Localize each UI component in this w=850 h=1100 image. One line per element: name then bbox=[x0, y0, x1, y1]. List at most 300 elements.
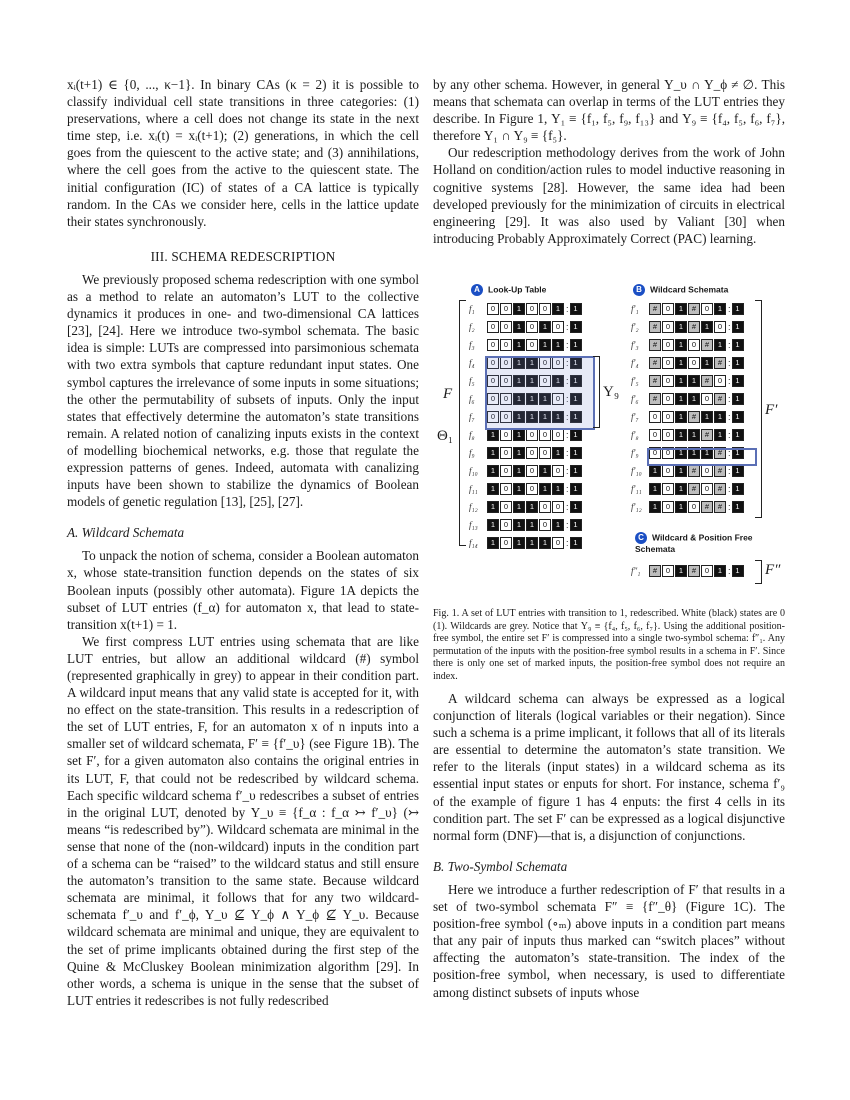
input-cell: 0 bbox=[662, 411, 674, 423]
input-cell: 1 bbox=[552, 411, 564, 423]
output-cell: 1 bbox=[732, 339, 744, 351]
input-cell: 1 bbox=[539, 537, 551, 549]
figure-caption: Fig. 1. A set of LUT entries with transition to 1, redescribed. White (black) states are 0 (1). Wildcards are grey. Notice that Υ₉ ≡ {f₄, f₅, f₆, f₇}. Using the additional position-free symbol, the entire set F′ is compressed into a single two-symbol schema: f″₁. Any permutation of the inputs with the position-free symbol results in a schema in F′. Since there is only one set of marked inputs, the position-free symbol does not require an index. bbox=[433, 608, 785, 682]
schema-row bbox=[631, 564, 744, 578]
input-cell: 1 bbox=[487, 429, 499, 441]
schema-row bbox=[631, 482, 744, 496]
separator: : bbox=[728, 448, 731, 458]
row-label: f′₆ bbox=[631, 394, 639, 404]
schema-row bbox=[631, 320, 744, 334]
input-cell: # bbox=[688, 465, 700, 477]
input-cell: # bbox=[714, 465, 726, 477]
separator: : bbox=[566, 448, 569, 458]
input-cell: 1 bbox=[539, 411, 551, 423]
input-cell: 0 bbox=[662, 501, 674, 513]
input-cell: 0 bbox=[649, 411, 661, 423]
output-cell: 1 bbox=[732, 321, 744, 333]
subsection-title: A. Wildcard Schemata bbox=[67, 525, 185, 541]
input-cell: 0 bbox=[662, 357, 674, 369]
input-cell: 0 bbox=[539, 375, 551, 387]
input-cell: 1 bbox=[513, 375, 525, 387]
input-cell: # bbox=[688, 565, 700, 577]
input-cell: 0 bbox=[526, 483, 538, 495]
fprime-bracket bbox=[755, 300, 762, 518]
input-cell: 1 bbox=[487, 501, 499, 513]
input-cell: # bbox=[714, 447, 726, 459]
input-cell: 1 bbox=[675, 303, 687, 315]
input-cell: 1 bbox=[487, 465, 499, 477]
schema-row bbox=[631, 302, 744, 316]
input-cell: 1 bbox=[675, 501, 687, 513]
schema-row bbox=[469, 338, 582, 352]
separator: : bbox=[728, 340, 731, 350]
f-label: F bbox=[443, 386, 453, 402]
schema-row bbox=[469, 320, 582, 334]
row-label: f₉ bbox=[469, 448, 475, 458]
input-cell: # bbox=[701, 429, 713, 441]
input-cell: 0 bbox=[688, 501, 700, 513]
separator: : bbox=[728, 358, 731, 368]
input-cell: 0 bbox=[500, 393, 512, 405]
input-cell: 0 bbox=[500, 321, 512, 333]
theta-label: Θ₁ bbox=[437, 428, 454, 444]
panel-a-header bbox=[471, 284, 546, 296]
output-cell: 1 bbox=[570, 303, 582, 315]
separator: : bbox=[728, 376, 731, 386]
input-cell: 1 bbox=[526, 411, 538, 423]
panel-a-badge: A bbox=[471, 284, 483, 296]
input-cell: 0 bbox=[487, 303, 499, 315]
row-label: f″₁ bbox=[631, 566, 641, 576]
upsilon-9-bracket bbox=[593, 356, 600, 428]
input-cell: 0 bbox=[500, 501, 512, 513]
input-cell: 0 bbox=[662, 375, 674, 387]
input-cell: 1 bbox=[513, 501, 525, 513]
input-cell: 1 bbox=[513, 303, 525, 315]
upsilon-9-highlight bbox=[485, 356, 595, 430]
input-cell: 1 bbox=[539, 483, 551, 495]
fprime-label: F′ bbox=[765, 402, 778, 418]
input-cell: 1 bbox=[526, 393, 538, 405]
f-bracket bbox=[459, 300, 466, 546]
upsilon-9-label: Υ₉ bbox=[603, 384, 620, 400]
input-cell: 1 bbox=[688, 393, 700, 405]
input-cell: 1 bbox=[675, 321, 687, 333]
input-cell: # bbox=[701, 501, 713, 513]
separator: : bbox=[728, 502, 731, 512]
output-cell: 1 bbox=[732, 429, 744, 441]
output-cell: 1 bbox=[732, 303, 744, 315]
separator: : bbox=[566, 340, 569, 350]
input-cell: 1 bbox=[675, 565, 687, 577]
input-cell: 1 bbox=[701, 357, 713, 369]
subsection-title: B. Two-Symbol Schemata bbox=[433, 858, 568, 874]
paragraph: Our redescription methodology derives from the work of John Holland on condition/action rules to model inductive reasoning in cognitive systems [28]. However, the same idea had been developed previously for the minimization of circuits in electrical engineering [29]. It was also used by Valiant [30] when introducing Probably Approximately Correct (PAC) learning. bbox=[433, 145, 785, 246]
row-label: f₇ bbox=[469, 412, 475, 422]
input-cell: 0 bbox=[500, 447, 512, 459]
input-cell: 0 bbox=[649, 447, 661, 459]
schema-row bbox=[631, 428, 744, 442]
separator: : bbox=[728, 394, 731, 404]
input-cell: # bbox=[649, 393, 661, 405]
input-cell: 0 bbox=[701, 565, 713, 577]
output-cell: 1 bbox=[570, 447, 582, 459]
input-cell: 1 bbox=[513, 339, 525, 351]
output-cell: 1 bbox=[570, 393, 582, 405]
input-cell: # bbox=[701, 375, 713, 387]
separator: : bbox=[566, 538, 569, 548]
input-cell: # bbox=[688, 303, 700, 315]
row-label: f′₉ bbox=[631, 448, 639, 458]
separator: : bbox=[566, 430, 569, 440]
input-cell: 1 bbox=[487, 447, 499, 459]
output-cell: 1 bbox=[570, 501, 582, 513]
input-cell: 0 bbox=[701, 393, 713, 405]
input-cell: 1 bbox=[675, 339, 687, 351]
output-cell: 1 bbox=[732, 501, 744, 513]
fdouble-bracket bbox=[755, 560, 762, 584]
fdouble-label: F″ bbox=[765, 562, 781, 578]
input-cell: # bbox=[714, 357, 726, 369]
schema-row bbox=[469, 500, 582, 514]
separator: : bbox=[728, 322, 731, 332]
output-cell: 1 bbox=[570, 519, 582, 531]
input-cell: 0 bbox=[526, 429, 538, 441]
input-cell: 1 bbox=[526, 537, 538, 549]
input-cell: 1 bbox=[513, 393, 525, 405]
input-cell: # bbox=[649, 321, 661, 333]
separator: : bbox=[566, 520, 569, 530]
input-cell: 0 bbox=[662, 303, 674, 315]
output-cell: 1 bbox=[570, 429, 582, 441]
input-cell: 1 bbox=[513, 465, 525, 477]
schema-row bbox=[631, 500, 744, 514]
input-cell: # bbox=[649, 565, 661, 577]
output-cell: 1 bbox=[570, 483, 582, 495]
input-cell: 1 bbox=[714, 339, 726, 351]
input-cell: 1 bbox=[675, 465, 687, 477]
input-cell: 1 bbox=[701, 447, 713, 459]
input-cell: 1 bbox=[675, 375, 687, 387]
input-cell: 1 bbox=[487, 483, 499, 495]
output-cell: 1 bbox=[732, 375, 744, 387]
output-cell: 1 bbox=[570, 339, 582, 351]
panel-c-badge: C bbox=[635, 532, 647, 544]
input-cell: 0 bbox=[649, 429, 661, 441]
input-cell: 1 bbox=[552, 447, 564, 459]
row-label: f₁₀ bbox=[469, 466, 478, 476]
input-cell: # bbox=[714, 501, 726, 513]
input-cell: 0 bbox=[487, 375, 499, 387]
input-cell: 0 bbox=[701, 483, 713, 495]
section-title: III. SCHEMA REDESCRIPTION bbox=[150, 248, 336, 264]
input-cell: 1 bbox=[649, 465, 661, 477]
input-cell: 0 bbox=[662, 465, 674, 477]
row-label: f′₁₁ bbox=[631, 484, 642, 494]
output-cell: 1 bbox=[570, 537, 582, 549]
input-cell: # bbox=[649, 339, 661, 351]
row-label: f′₃ bbox=[631, 340, 639, 350]
input-cell: 0 bbox=[487, 321, 499, 333]
paragraph: We first compress LUT entries using schemata that are like LUT entries, but allow an additional wildcard (#) symbol (represented graphically in grey) to appear in their condition part. A wildcard input means that any valid state is accepted for it, with no effect on the state-transition. This results in a redescription of the set of LUT entries, F, for an automaton x of n inputs into a smaller set of wildcard schemata, F′ ≡ {f′_υ} (see Figure 1B). The set F′, for a given automaton also contains the original entries in its LUT, F, that could not be redescribed by wildcard schema. Each specific wildcard schema f′_υ redescribes a subset of entries in the original LUT, denoted by Υ_υ ≡ {f_α : f_α ↣ f′_υ} (↣ means “is redescribed by”). Wildcard schemata are minimal in the sense that none of the (non-wildcard) inputs in the condition part of a schema can be “raised” to the wildcard status and still ensure the automaton’s transition to the same state. Because wildcard schemata are minimal, it follows that for any two wildcard-schemata f′_υ and f′_ϕ, Υ_υ ⊈ Υ_ϕ ∧ Υ_ϕ ⊈ Υ_υ. Because wildcard schemata are minimal and unique, they are equivalent to the set of prime implicants obtained during the first step of the Quine & McCluskey Boolean minimization algorithm [29]. In other words, a schema is unique in the sense that the subset of LUT entries it redescribes is not fully redescribed bbox=[67, 633, 419, 1008]
input-cell: 1 bbox=[539, 393, 551, 405]
input-cell: 0 bbox=[500, 339, 512, 351]
input-cell: 1 bbox=[675, 429, 687, 441]
separator: : bbox=[566, 322, 569, 332]
input-cell: 0 bbox=[487, 339, 499, 351]
input-cell: # bbox=[688, 483, 700, 495]
input-cell: 0 bbox=[526, 303, 538, 315]
output-cell: 1 bbox=[732, 357, 744, 369]
paragraph: xᵢ(t+1) ∈ {0, ..., κ−1}. In binary CAs (κ = 2) it is possible to classify individual cell state transitions in three categories: (1) preservations, where a cell does not change its state in the next time step, i.e. xᵢ(t) = xᵢ(t+1); (2) generations, in which the cell goes from the quiescent to the active state; and (3) annihilations, where the cell goes from the active to the quiescent state. The initial configuration (IC) of states of a CA lattice is typically random. In the CAs we consider here, cells in the lattice update their states synchronously. bbox=[67, 77, 419, 229]
left-column bbox=[67, 76, 419, 1009]
input-cell: 1 bbox=[552, 483, 564, 495]
input-cell: 1 bbox=[487, 519, 499, 531]
panel-c-header bbox=[635, 532, 755, 554]
separator: : bbox=[566, 502, 569, 512]
paragraph: by any other schema. However, in general Υ_υ ∩ Υ_ϕ ≠ ∅. This means that schemata can overlap in terms of the LUT entries they describe. In Figure 1, Υ₁ ≡ {f₁, f₅, f₉, f₁₃} and Υ₉ ≡ {f₄, f₅, f₆, f₇}, therefore Υ₁ ∩ Υ₉ ≡ {f₅}. bbox=[433, 77, 785, 144]
paragraph: A wildcard schema can always be expressed as a logical conjunction of literals (logical variables or their negation). Since such a schema is a prime implicant, it follows that all of its literals are essential to determine the automaton’s state transition. We refer to the literals (input states) in a wildcard schema as its essential input states or enputs for short. For instance, schema f′₉ of the example of figure 1 has 4 enputs: the first 4 cells in its condition part. The set F′ can be expressed as a logical disjunctive normal form (DNF)—that is, a disjunction of conjunctions. bbox=[433, 691, 785, 843]
separator: : bbox=[566, 484, 569, 494]
input-cell: 1 bbox=[675, 357, 687, 369]
separator: : bbox=[566, 412, 569, 422]
input-cell: 0 bbox=[539, 519, 551, 531]
input-cell: 1 bbox=[701, 411, 713, 423]
row-label: f₂ bbox=[469, 322, 475, 332]
separator: : bbox=[728, 484, 731, 494]
input-cell: 0 bbox=[526, 447, 538, 459]
input-cell: 1 bbox=[526, 357, 538, 369]
output-cell: 1 bbox=[732, 447, 744, 459]
row-label: f′₁ bbox=[631, 304, 639, 314]
input-cell: 0 bbox=[662, 393, 674, 405]
fprime-9-highlight bbox=[647, 448, 757, 466]
input-cell: 0 bbox=[701, 303, 713, 315]
row-label: f′₄ bbox=[631, 358, 639, 368]
schema-row bbox=[631, 410, 744, 424]
separator: : bbox=[728, 412, 731, 422]
input-cell: 0 bbox=[662, 447, 674, 459]
input-cell: 1 bbox=[513, 357, 525, 369]
row-label: f₆ bbox=[469, 394, 475, 404]
input-cell: 1 bbox=[526, 501, 538, 513]
input-cell: 0 bbox=[500, 537, 512, 549]
input-cell: 0 bbox=[552, 501, 564, 513]
input-cell: 1 bbox=[714, 565, 726, 577]
separator: : bbox=[728, 566, 731, 576]
schema-row bbox=[631, 374, 744, 388]
input-cell: 0 bbox=[662, 339, 674, 351]
schema-row bbox=[469, 428, 582, 442]
input-cell: 0 bbox=[526, 321, 538, 333]
separator: : bbox=[566, 466, 569, 476]
output-cell: 1 bbox=[570, 375, 582, 387]
input-cell: 1 bbox=[649, 501, 661, 513]
input-cell: 0 bbox=[714, 321, 726, 333]
input-cell: 1 bbox=[487, 537, 499, 549]
input-cell: 0 bbox=[500, 303, 512, 315]
separator: : bbox=[566, 304, 569, 314]
row-label: f′₂ bbox=[631, 322, 639, 332]
row-label: f′₅ bbox=[631, 376, 639, 386]
row-label: f′₈ bbox=[631, 430, 639, 440]
separator: : bbox=[566, 376, 569, 386]
output-cell: 1 bbox=[570, 465, 582, 477]
input-cell: 1 bbox=[714, 303, 726, 315]
input-cell: 1 bbox=[675, 447, 687, 459]
input-cell: 0 bbox=[539, 501, 551, 513]
row-label: f₄ bbox=[469, 358, 475, 368]
input-cell: # bbox=[649, 357, 661, 369]
input-cell: 0 bbox=[539, 357, 551, 369]
row-label: f₁₁ bbox=[469, 484, 478, 494]
input-cell: 1 bbox=[649, 483, 661, 495]
schema-row bbox=[631, 464, 744, 478]
input-cell: # bbox=[688, 411, 700, 423]
input-cell: 0 bbox=[552, 357, 564, 369]
schema-row bbox=[469, 302, 582, 316]
output-cell: 1 bbox=[732, 483, 744, 495]
schema-row bbox=[631, 356, 744, 370]
output-cell: 1 bbox=[570, 357, 582, 369]
input-cell: 1 bbox=[539, 465, 551, 477]
paragraph: To unpack the notion of schema, consider a Boolean automaton x, whose state-transition function depends on the states of six Boolean inputs (possibly other automata). Figure 1A depicts the subset of LUT entries (f_α) for automaton x, that lead to state-transition x(t+1) = 1. bbox=[67, 548, 419, 632]
paragraph: Here we introduce a further redescription of F′ that results in a set of two-symbol schemata F″ ≡ {f″_θ} (Figure 1C). The position-free symbol (∘ₘ) above inputs in a condition part means that any pair of inputs thus marked can “switch places” without affecting the automaton’s state-transition. The index of the position-free symbol, when necessary, is used to differentiate among distinct subsets of inputs whose bbox=[433, 881, 785, 1000]
separator: : bbox=[728, 430, 731, 440]
input-cell: 1 bbox=[675, 393, 687, 405]
input-cell: 1 bbox=[513, 411, 525, 423]
input-cell: 1 bbox=[552, 375, 564, 387]
input-cell: 1 bbox=[675, 411, 687, 423]
output-cell: 1 bbox=[732, 565, 744, 577]
input-cell: 0 bbox=[688, 357, 700, 369]
schema-row bbox=[631, 338, 744, 352]
input-cell: 0 bbox=[662, 565, 674, 577]
input-cell: 1 bbox=[675, 483, 687, 495]
separator: : bbox=[728, 466, 731, 476]
input-cell: 1 bbox=[552, 303, 564, 315]
input-cell: # bbox=[649, 303, 661, 315]
input-cell: 0 bbox=[552, 321, 564, 333]
input-cell: # bbox=[701, 339, 713, 351]
figure-1 bbox=[433, 282, 785, 594]
input-cell: 1 bbox=[513, 537, 525, 549]
input-cell: 1 bbox=[714, 429, 726, 441]
input-cell: 0 bbox=[487, 393, 499, 405]
input-cell: 1 bbox=[539, 321, 551, 333]
input-cell: 0 bbox=[662, 483, 674, 495]
schema-row bbox=[469, 518, 582, 532]
input-cell: 0 bbox=[539, 429, 551, 441]
row-label: f₁ bbox=[469, 304, 475, 314]
input-cell: 1 bbox=[513, 429, 525, 441]
input-cell: 1 bbox=[552, 339, 564, 351]
separator: : bbox=[728, 304, 731, 314]
input-cell: 0 bbox=[487, 357, 499, 369]
schema-row bbox=[631, 392, 744, 406]
input-cell: 0 bbox=[500, 465, 512, 477]
input-cell: 1 bbox=[701, 321, 713, 333]
input-cell: 0 bbox=[500, 483, 512, 495]
panel-c-title: Wildcard & Position Free Schemata bbox=[635, 532, 753, 554]
paragraph: We previously proposed schema redescription with one symbol as a method to relate an automaton’s LUT to the collective dynamics it produces in one- and two-dimensional CA lattices [23], [24]. Here we introduce two-symbol schemata. The basic idea is simple: LUTs are compressed into parsimonious schemata with two extra symbols that capture redundant input states. One symbol captures the irrelevance of some inputs in some situations; the other the permutability of subsets of inputs. Only the input states that effectively determine the automaton’s state transitions remain. A related notion of canalizing inputs exists in the context of modelling biochemical networks, e.g. those that regulate the expression patterns of genes. Indeed, automata with canalizing inputs have been shown to stabilize the dynamics of Boolean models of genetic regulation [13], [25], [27]. bbox=[67, 271, 419, 510]
row-label: f₁₂ bbox=[469, 502, 478, 512]
panel-a-title: Look-Up Table bbox=[488, 284, 547, 295]
input-cell: 0 bbox=[487, 411, 499, 423]
output-cell: 1 bbox=[732, 465, 744, 477]
row-label: f₁₄ bbox=[469, 538, 478, 548]
panel-b-title: Wildcard Schemata bbox=[650, 284, 729, 295]
row-label: f₃ bbox=[469, 340, 475, 350]
panel-b-header bbox=[633, 284, 728, 296]
right-column-top bbox=[433, 76, 785, 247]
input-cell: 1 bbox=[526, 519, 538, 531]
output-cell: 1 bbox=[570, 321, 582, 333]
row-label: f′₇ bbox=[631, 412, 639, 422]
row-label: f₅ bbox=[469, 376, 475, 386]
row-label: f₈ bbox=[469, 430, 475, 440]
separator: : bbox=[566, 358, 569, 368]
input-cell: 1 bbox=[539, 339, 551, 351]
row-label: f₁₃ bbox=[469, 520, 478, 530]
input-cell: 0 bbox=[552, 465, 564, 477]
input-cell: 0 bbox=[500, 357, 512, 369]
input-cell: 0 bbox=[500, 375, 512, 387]
output-cell: 1 bbox=[570, 411, 582, 423]
row-label: f′₁₀ bbox=[631, 466, 642, 476]
input-cell: 1 bbox=[513, 321, 525, 333]
input-cell: # bbox=[714, 483, 726, 495]
input-cell: 0 bbox=[552, 429, 564, 441]
input-cell: 0 bbox=[539, 447, 551, 459]
input-cell: 0 bbox=[662, 429, 674, 441]
input-cell: 0 bbox=[500, 411, 512, 423]
input-cell: 1 bbox=[513, 483, 525, 495]
schema-row bbox=[469, 482, 582, 496]
input-cell: 1 bbox=[513, 519, 525, 531]
input-cell: 1 bbox=[552, 519, 564, 531]
input-cell: 1 bbox=[714, 411, 726, 423]
input-cell: 0 bbox=[526, 339, 538, 351]
panel-b-badge: B bbox=[633, 284, 645, 296]
schema-row bbox=[469, 536, 582, 550]
input-cell: 0 bbox=[552, 537, 564, 549]
input-cell: # bbox=[649, 375, 661, 387]
input-cell: 0 bbox=[714, 375, 726, 387]
input-cell: 0 bbox=[688, 339, 700, 351]
input-cell: 1 bbox=[688, 375, 700, 387]
input-cell: # bbox=[714, 393, 726, 405]
row-label: f′₁₂ bbox=[631, 502, 642, 512]
output-cell: 1 bbox=[732, 411, 744, 423]
input-cell: 0 bbox=[500, 429, 512, 441]
input-cell: 0 bbox=[701, 465, 713, 477]
input-cell: 1 bbox=[688, 447, 700, 459]
schema-row bbox=[469, 464, 582, 478]
right-column-bottom bbox=[433, 690, 785, 1001]
input-cell: 0 bbox=[662, 321, 674, 333]
input-cell: 1 bbox=[513, 447, 525, 459]
input-cell: 0 bbox=[552, 393, 564, 405]
schema-row bbox=[469, 446, 582, 460]
input-cell: 1 bbox=[526, 375, 538, 387]
input-cell: 0 bbox=[526, 465, 538, 477]
input-cell: 0 bbox=[500, 519, 512, 531]
separator: : bbox=[566, 394, 569, 404]
output-cell: 1 bbox=[732, 393, 744, 405]
input-cell: 0 bbox=[539, 303, 551, 315]
input-cell: 1 bbox=[688, 429, 700, 441]
